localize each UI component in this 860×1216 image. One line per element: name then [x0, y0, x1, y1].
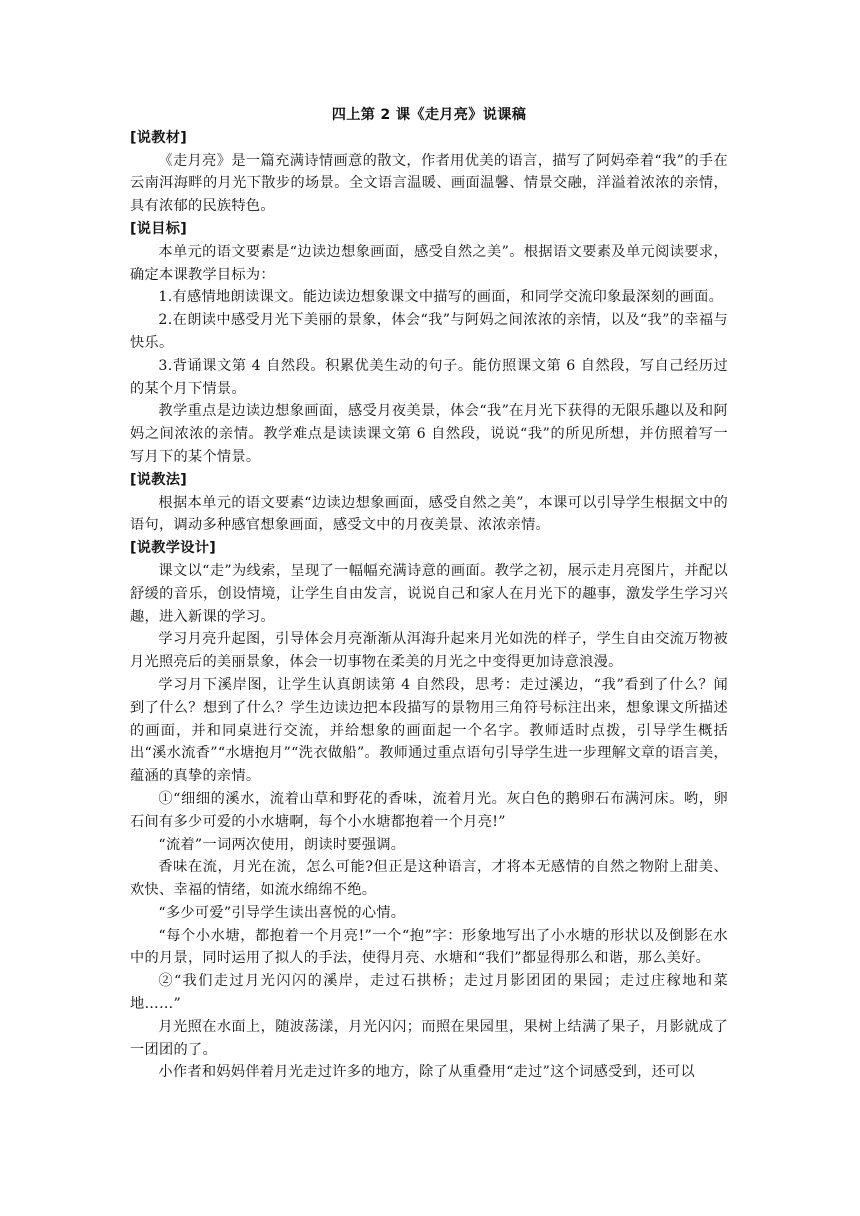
paragraph: 教学重点是边读边想象画面，感受月夜美景，体会“我”在月光下获得的无限乐趣以及和阿妈之间浓浓的亲情。教学难点是读读课文第 6 自然段，说说“我”的所见所想，并仿照着写一写月下的某个情景。	[130, 403, 728, 465]
section-heading-textbook: [说教材]	[130, 129, 188, 146]
paragraph: “每个小水塘，都抱着一个月亮!”一个“抱”字：形象地写出了小水塘的形状以及倒影在水中的月景，同时运用了拟人的手法，使得月亮、水塘和“我们”都显得那么和谐，那么美好。	[130, 927, 728, 967]
quote-2: ②“我们走过月光闪闪的溪岸，走过石拱桥；走过月影团团的果园；走过庄稼地和菜地……”	[130, 973, 728, 1013]
paragraph: 香味在流，月光在流，怎么可能?但正是这种语言，才将本无感情的自然之物附上甜美、欢快、幸福的情绪，如流水绵绵不绝。	[130, 859, 728, 899]
paragraph: 学习月下溪岸图，让学生认真朗读第 4 自然段，思考：走过溪边，“我”看到了什么？闻到了什么？想到了什么？学生边读边把本段描写的景物用三角符号标注出来，想象课文所描述的画面，并和同桌进行交流，并给想象的画面起一个名字。教师适时点拨，引导学生概括出“溪水流香”“水塘抱月”“洗衣做船”。教师通过重点语句引导学生进一步理解文章的语言美，蕴涵的真挚的亲情。	[130, 676, 728, 785]
paragraph: 课文以“走”为线索，呈现了一幅幅充满诗意的画面。教学之初，展示走月亮图片，并配以舒缓的音乐，创设情境，让学生自由发言，说说自己和家人在月光下的趣事，激发学生学习兴趣，进入新课的学习。	[130, 562, 728, 625]
paragraph: 小作者和妈妈伴着月光走过许多的地方，除了从重叠用“走过”这个词感受到，还可以	[158, 1064, 696, 1081]
paragraph: 月光照在水面上，随波荡漾，月光闪闪；而照在果园里，果树上结满了果子，月影就成了一团团的了。	[130, 1018, 728, 1058]
section-heading-objectives: [说目标]	[130, 220, 188, 237]
objective-item-3: 3.背诵课文第 4 自然段。积累优美生动的句子。能仿照课文第 6 自然段，写自己经历过的某个月下情景。	[130, 357, 728, 397]
section-heading-design: [说教学设计]	[130, 540, 217, 557]
paragraph: 学习月亮升起图，引导体会月亮渐渐从洱海升起来月光如洗的样子，学生自由交流万物被月光照亮后的美丽景象，体会一切事物在柔美的月光之中变得更加诗意浪漫。	[130, 631, 728, 671]
paragraph: 《走月亮》是一篇充满诗情画意的散文，作者用优美的语言，描写了阿妈牵着“我”的手在云南洱海畔的月光下散步的场景。全文语言温暖、画面温馨、情景交融，洋溢着浓浓的亲情，具有浓郁的民族特色。	[130, 152, 728, 215]
paragraph: 本单元的语文要素是“边读边想象画面，感受自然之美”。根据语文要素及单元阅读要求，确定本课教学目标为：	[130, 243, 728, 283]
paragraph: “多少可爱”引导学生读出喜悦的心情。	[158, 904, 406, 921]
section-heading-methods: [说教法]	[130, 471, 188, 488]
document-title: 四上第 2 课《走月亮》说课稿	[331, 107, 527, 123]
quote-1: ①“细细的溪水，流着山草和野花的香味，流着月光。灰白色的鹅卵石布满河床。哟，卵石间有多少可爱的小水塘啊，每个小水塘都抱着一个月亮!”	[130, 790, 728, 830]
document-body	[130, 104, 728, 1084]
objective-item-2: 2.在朗读中感受月光下美丽的景象，体会“我”与阿妈之间浓浓的亲情，以及“我”的幸福与快乐。	[130, 312, 728, 351]
paragraph: 根据本单元的语文要素“边读边想象画面，感受自然之美”，本课可以引导学生根据文中的语句，调动多种感官想象画面，感受文中的月夜美景、浓浓亲情。	[130, 494, 728, 534]
objective-item-1: 1.有感情地朗读课文。能边读边想象课文中描写的画面，和同学交流印象最深刻的画面。	[158, 289, 724, 306]
paragraph: “流着”一词两次使用，朗读时要强调。	[158, 836, 406, 853]
